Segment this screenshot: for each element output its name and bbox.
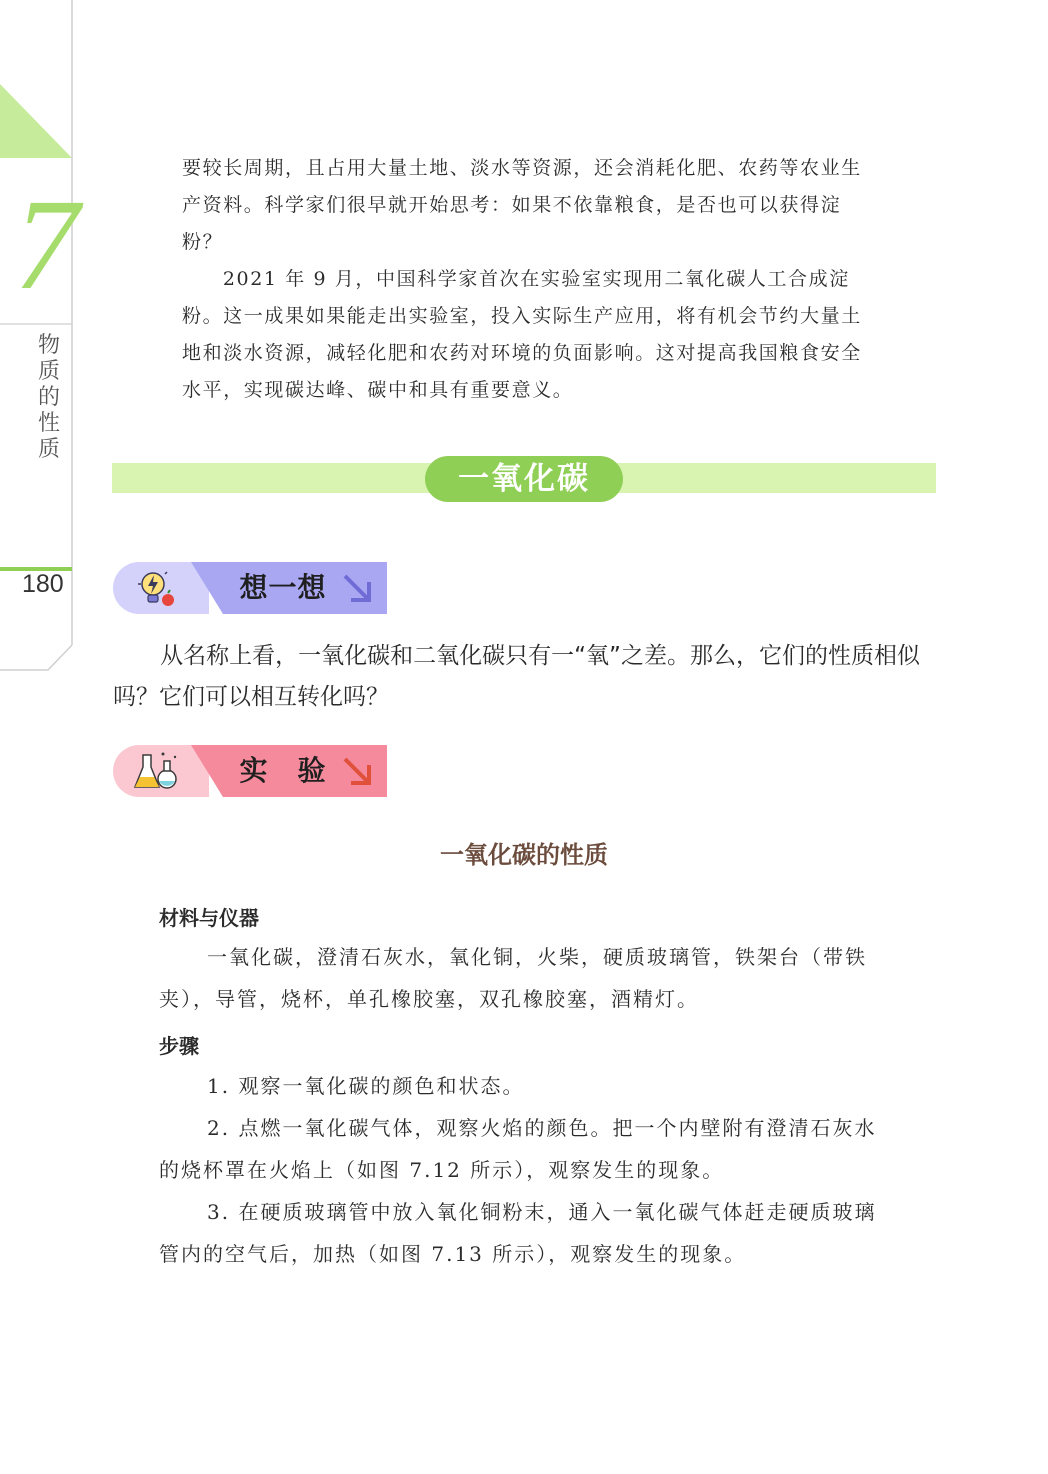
flask-icon <box>133 749 181 795</box>
intro-paragraph-1: 要较长周期，且占用大量土地、淡水等资源，还会消耗化肥、农药等农业生产资料。科学家们很早就开始思考：如果不依靠粮食，是否也可以获得淀粉？ <box>182 157 862 253</box>
experiment-title: 一氧化碳的性质 <box>440 841 608 869</box>
chapter-number: 7 <box>14 173 79 317</box>
step-item: 2. 点燃一氧化碳气体，观察火焰的颜色。把一个内壁附有澄清石灰水的烧杯罩在火焰上（如图 7.12 所示），观察发生的现象。 <box>159 1116 877 1182</box>
think-tag-label: 想一想 <box>239 571 327 604</box>
steps-heading: 步骤 <box>159 1034 199 1058</box>
think-tag <box>113 562 387 614</box>
intro-paragraph-2: 2021 年 9 月，中国科学家首次在实验室实现用二氧化碳人工合成淀粉。这一成果如果能走出实验室，投入实际生产应用，将有机会节约大量土地和淡水资源，减轻化肥和农药对环境的负面影响。这对提高我国粮食安全水平，实现碳达峰、碳中和具有重要意义。 <box>182 268 862 401</box>
think-text <box>113 636 937 718</box>
think-paragraph: 从名称上看，一氧化碳和二氧化碳只有一“氧”之差。那么，它们的性质相似吗？它们可以相互转化吗？ <box>113 643 920 710</box>
step-item: 1. 观察一氧化碳的颜色和状态。 <box>207 1074 525 1098</box>
section-title: 一氧化碳 <box>425 456 623 502</box>
experiment-tag-label: 实 验 <box>239 754 327 787</box>
intro-text <box>182 150 872 409</box>
experiment-tag <box>113 745 387 797</box>
page-number: 180 <box>22 570 64 598</box>
arrow-down-right-icon <box>339 753 377 791</box>
lightbulb-apple-icon <box>135 568 177 610</box>
materials-paragraph: 一氧化碳，澄清石灰水，氧化铜，火柴，硬质玻璃管，铁架台（带铁夹），导管，烧杯，单孔橡胶塞，双孔橡胶塞，酒精灯。 <box>159 945 867 1011</box>
materials-heading: 材料与仪器 <box>159 906 259 930</box>
step-item: 3. 在硬质玻璃管中放入氧化铜粉末，通入一氧化碳气体赶走硬质玻璃管内的空气后，加热（如图 7.13 所示），观察发生的现象。 <box>159 1200 877 1266</box>
arrow-down-right-icon <box>339 570 377 608</box>
chapter-title: 物质的性质 <box>37 333 60 462</box>
steps-list <box>159 1065 894 1275</box>
materials-text <box>159 936 894 1020</box>
